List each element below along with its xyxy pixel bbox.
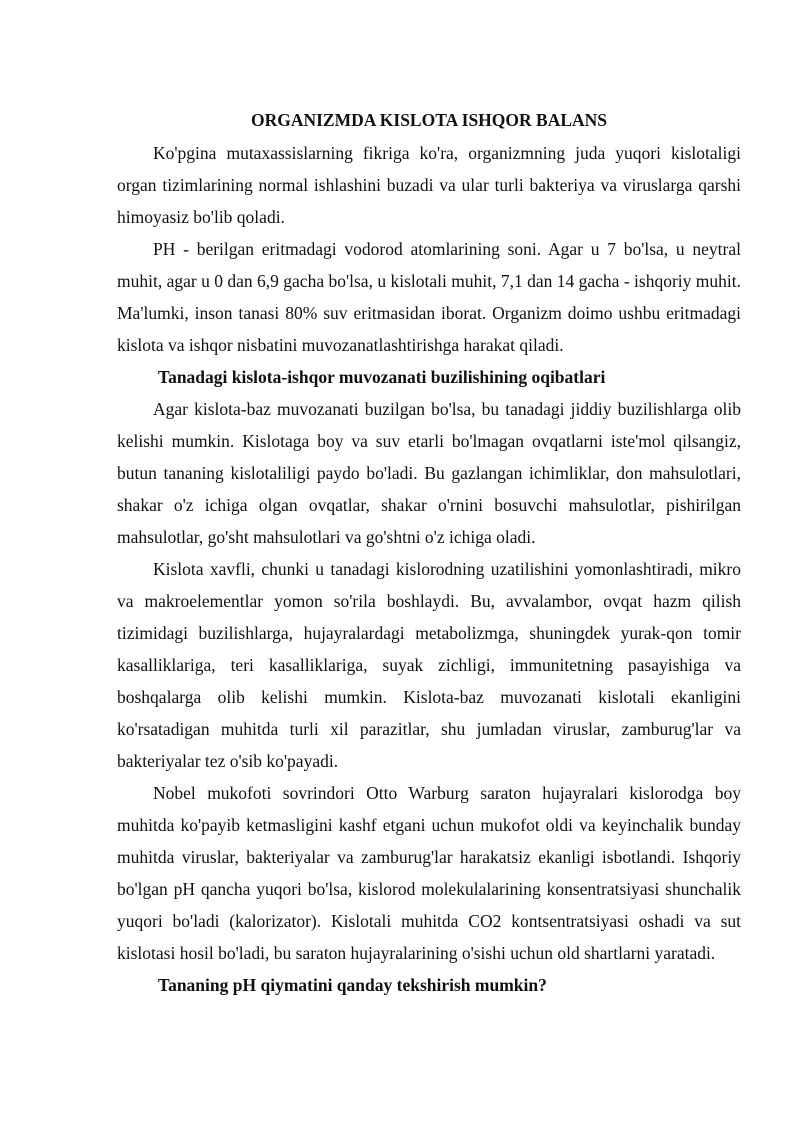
document-page: [117, 107, 741, 1001]
section-heading: Tananing pH qiymatini qanday tekshirish mumkin?: [158, 975, 547, 995]
paragraph: Agar kislota-baz muvozanati buzilgan bo'lsa, bu tanadagi jiddiy buzilishlarga olib kelishi mumkin. Kislotaga boy va suv etarli bo'lmagan ovqatlarni iste'mol qilsangiz, butun tananing kislotaliligi paydo bo'ladi. Bu gazlangan ichimliklar, don mahsulotlari, shakar o'z ichiga olgan ovqatlar, shakar o'rnini bosuvchi mahsulotlar, pishirilgan mahsulotlar, go'sht mahsulotlari va go'shtni o'z ichiga oladi.: [117, 399, 741, 547]
document-title: ORGANIZMDA KISLOTA ISHQOR BALANS: [250, 110, 608, 130]
paragraph: Ko'pgina mutaxassislarning fikriga ko'ra, organizmning juda yuqori kislotaligi organ tizimlarining normal ishlashini buzadi va ular turli bakteriya va viruslarga qarshi himoyasiz bo'lib qoladi.: [117, 143, 741, 227]
paragraph: Kislota xavfli, chunki u tanadagi kislorodning uzatilishini yomonlashtiradi, mikro va makroelementlar yomon so'rila boshlaydi. Bu, avvalambor, ovqat hazm qilish tizimidagi buzilishlarga, hujayralardagi metabolizmga, shuningdek yurak-qon tomir kasalliklariga, teri kasalliklariga, suyak zichligi, immunitetning pasayishiga va boshqalarga olib kelishi mumkin. Kislota-baz muvozanati kislotali ekanligini ko'rsatadigan muhitda turli xil parazitlar, shu jumladan viruslar, zamburug'lar va bakteriyalar tez o'sib ko'payadi.: [117, 559, 741, 771]
section-heading: Tanadagi kislota-ishqor muvozanati buzilishining oqibatlari: [158, 367, 606, 387]
paragraph: PH - berilgan eritmadagi vodorod atomlarining soni. Agar u 7 bo'lsa, u neytral muhit, agar u 0 dan 6,9 gacha bo'lsa, u kislotali muhit, 7,1 dan 14 gacha - ishqoriy muhit. Ma'lumki, inson tanasi 80% suv eritmasidan iborat. Organizm doimo ushbu eritmadagi kislota va ishqor nisbatini muvozanatlashtirishga harakat qiladi.: [117, 239, 741, 355]
paragraph: Nobel mukofoti sovrindori Otto Warburg saraton hujayralari kislorodga boy muhitda ko'payib ketmasligini kashf etgani uchun mukofot oldi va keyinchalik bunday muhitda viruslar, bakteriyalar va zamburug'lar harakatsiz ekanligi isbotlandi. Ishqoriy bo'lgan pH qancha yuqori bo'lsa, kislorod molekulalarining konsentratsiyasi shunchalik yuqori bo'ladi (kalorizator). Kislotali muhitda CO2 kontsentratsiyasi oshadi va sut kislotasi hosil bo'ladi, bu saraton hujayralarining o'sishi uchun old shartlarni yaratadi.: [117, 783, 741, 963]
